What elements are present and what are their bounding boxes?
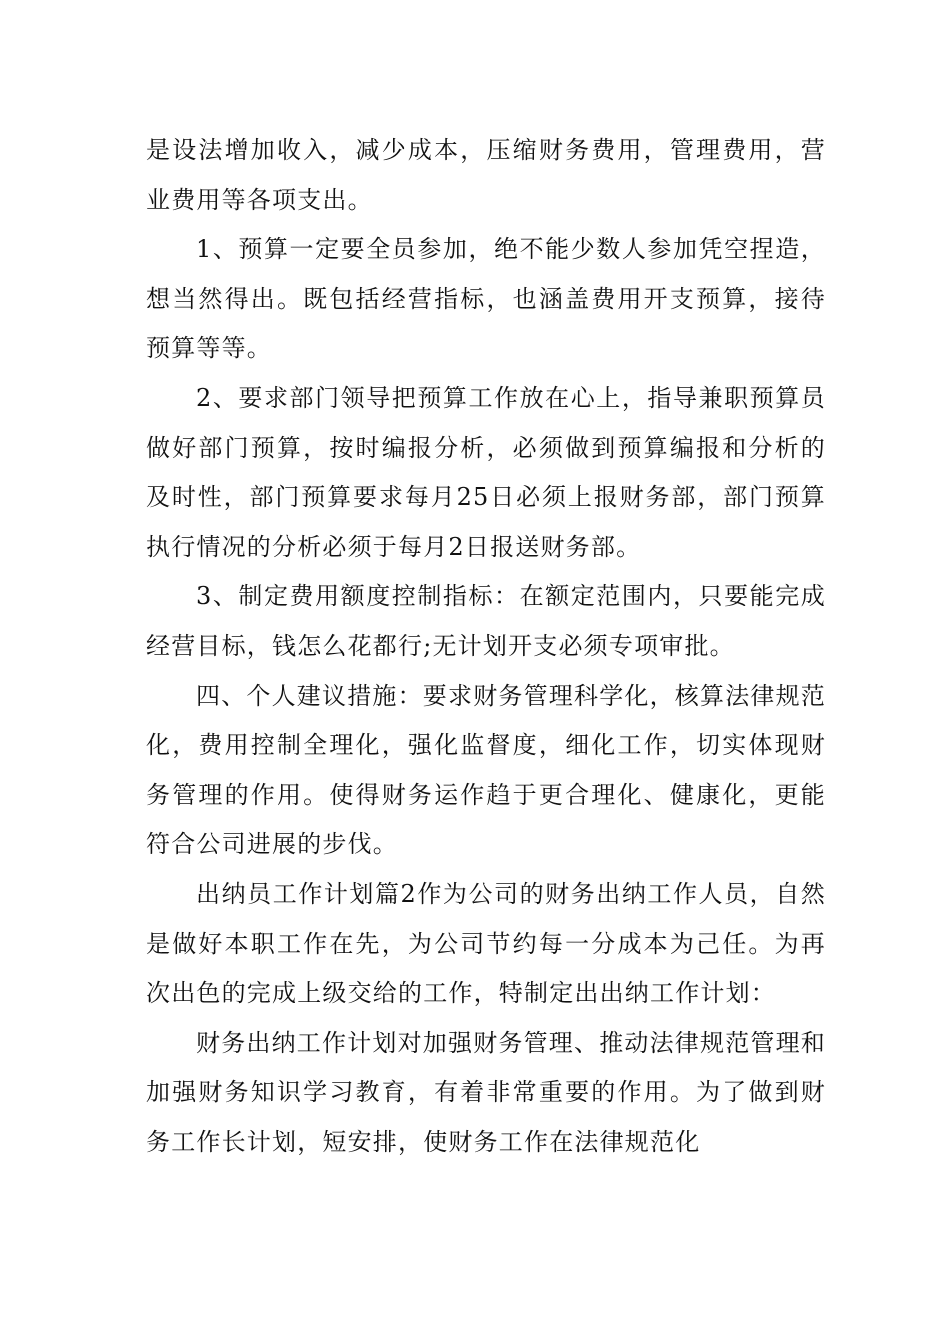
paragraph-item-2: 2、要求部门领导把预算工作放在心上，指导兼职预算员做好部门预算，按时编报分析，必须做到预算编报和分析的及时性，部门预算要求每月25日必须上报财务部，部门预算执行情况的分析必须于每月2日报送财务部。 [146,383,826,561]
paragraph-continuation: 是设法增加收入，减少成本，压缩财务费用，管理费用，营业费用等各项支出。 [146,136,826,214]
paragraph-item-1: 1、预算一定要全员参加，绝不能少数人参加凭空捏造，想当然得出。既包括经营指标，也涵盖费用开支预算，接待预算等等。 [146,235,826,363]
paragraph-plan-2-intro: 出纳员工作计划篇2作为公司的财务出纳工作人员，自然是做好本职工作在先，为公司节约每一分成本为己任。为再次出色的完成上级交给的工作，特制定出出纳工作计划： [146,879,826,1008]
document-body [146,126,826,1167]
paragraph-item-3: 3、制定费用额度控制指标：在额定范围内，只要能完成经营目标，钱怎么花都行;无计划开支必须专项审批。 [146,582,826,660]
paragraph-section-4: 四、个人建议措施：要求财务管理科学化，核算法律规范化，费用控制全理化，强化监督度，细化工作，切实体现财务管理的作用。使得财务运作趋于更合理化、健康化，更能符合公司进展的步伐。 [146,681,826,859]
paragraph-plan-2-body: 财务出纳工作计划对加强财务管理、推动法律规范管理和加强财务知识学习教育，有着非常重要的作用。为了做到财务工作长计划，短安排，使财务工作在法律规范化 [146,1028,826,1156]
